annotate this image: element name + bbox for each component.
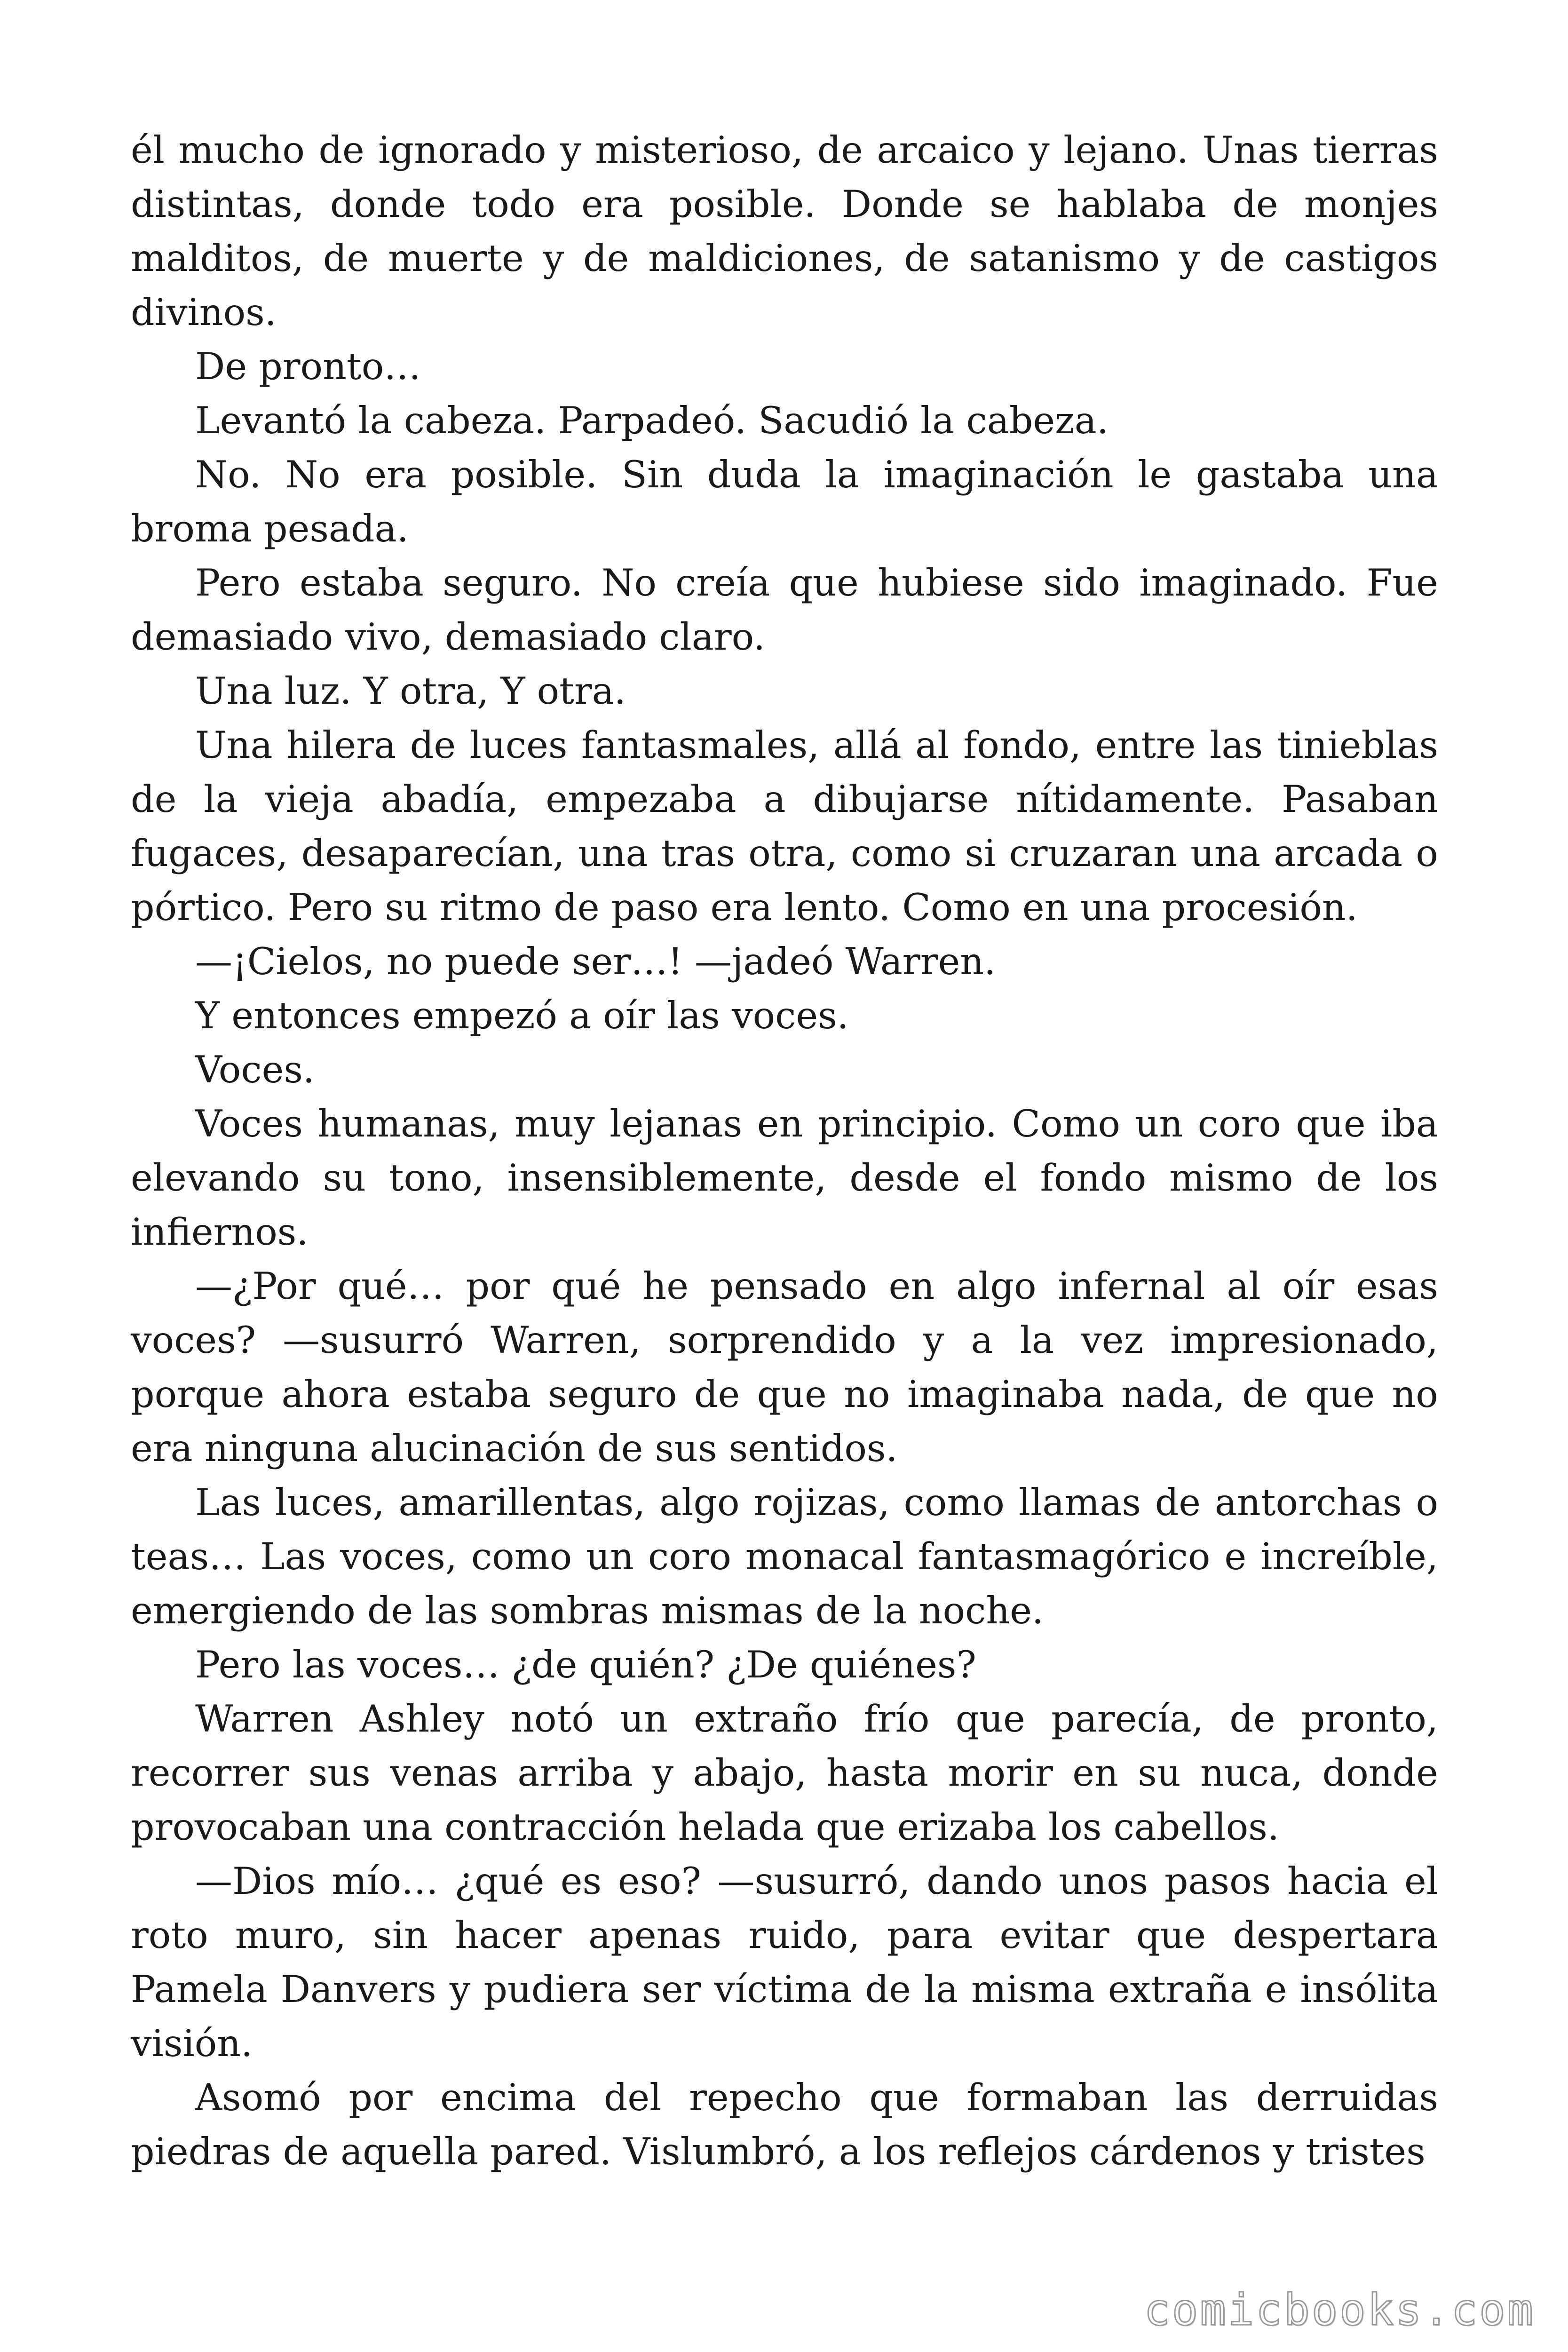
paragraph-7: Una hilera de luces fantasmales, allá al fondo, entre las tinieblas de la vieja abadía, empezaba a dibujarse nítidamente. Pasaban fugaces, desaparecían, una tras otra, como si cruzaran una arcada o pórtico. Pero su ritmo de paso era lento. Como en una procesión. <box>131 723 1438 929</box>
paragraph-8: —¡Cielos, no puede ser…! —jadeó Warren. <box>195 940 996 983</box>
paragraph-6: Una luz. Y otra, Y otra. <box>195 669 626 713</box>
paragraph-14: Pero las voces… ¿de quién? ¿De quiénes? <box>195 1643 976 1686</box>
paragraph-1: él mucho de ignorado y misterioso, de arcaico y lejano. Unas tierras distintas, donde todo era posible. Donde se hablaba de monjes malditos, de muerte y de maldiciones, de satanismo y de castigos divinos. <box>131 128 1438 334</box>
paragraph-16: —Dios mío… ¿qué es eso? —susurró, dando unos pasos hacia el roto muro, sin hacer apenas ruido, para evitar que despertara Pamela Danvers y pudiera ser víctima de la misma extraña e insólita visión. <box>131 1859 1438 2065</box>
paragraph-10: Voces. <box>195 1048 315 1091</box>
paragraph-13: Las luces, amarillentas, algo rojizas, como llamas de antorchas o teas… Las voces, como un coro monacal fantasmagórico e increíble, emergiendo de las sombras mismas de la noche. <box>131 1481 1438 1632</box>
paragraph-9: Y entonces empezó a oír las voces. <box>195 994 849 1037</box>
page-body-text <box>131 123 1438 2179</box>
paragraph-15: Warren Ashley notó un extraño frío que parecía, de pronto, recorrer sus venas arriba y abajo, hasta morir en su nuca, donde provocaban una contracción helada que erizaba los cabellos. <box>131 1697 1438 1849</box>
paragraph-4: No. No era posible. Sin duda la imaginación le gastaba una broma pesada. <box>131 453 1438 550</box>
watermark: comicbooks.com <box>1144 2285 1535 2335</box>
paragraph-11: Voces humanas, muy lejanas en principio. Como un coro que iba elevando su tono, insensiblemente, desde el fondo mismo de los infiernos. <box>131 1102 1438 1254</box>
paragraph-17: Asomó por encima del repecho que formaban las derruidas piedras de aquella pared. Vislumbró, a los reflejos cárdenos y tristes <box>131 2076 1438 2173</box>
paragraph-3: Levantó la cabeza. Parpadeó. Sacudió la cabeza. <box>195 399 1109 442</box>
paragraph-12: —¿Por qué… por qué he pensado en algo infernal al oír esas voces? —susurró Warren, sorprendido y a la vez impresionado, porque ahora estaba seguro de que no imaginaba nada, de que no era ninguna alucinación de sus sentidos. <box>131 1264 1438 1470</box>
paragraph-2: De pronto… <box>195 345 421 388</box>
paragraph-5: Pero estaba seguro. No creía que hubiese sido imaginado. Fue demasiado vivo, demasiado claro. <box>131 561 1438 659</box>
